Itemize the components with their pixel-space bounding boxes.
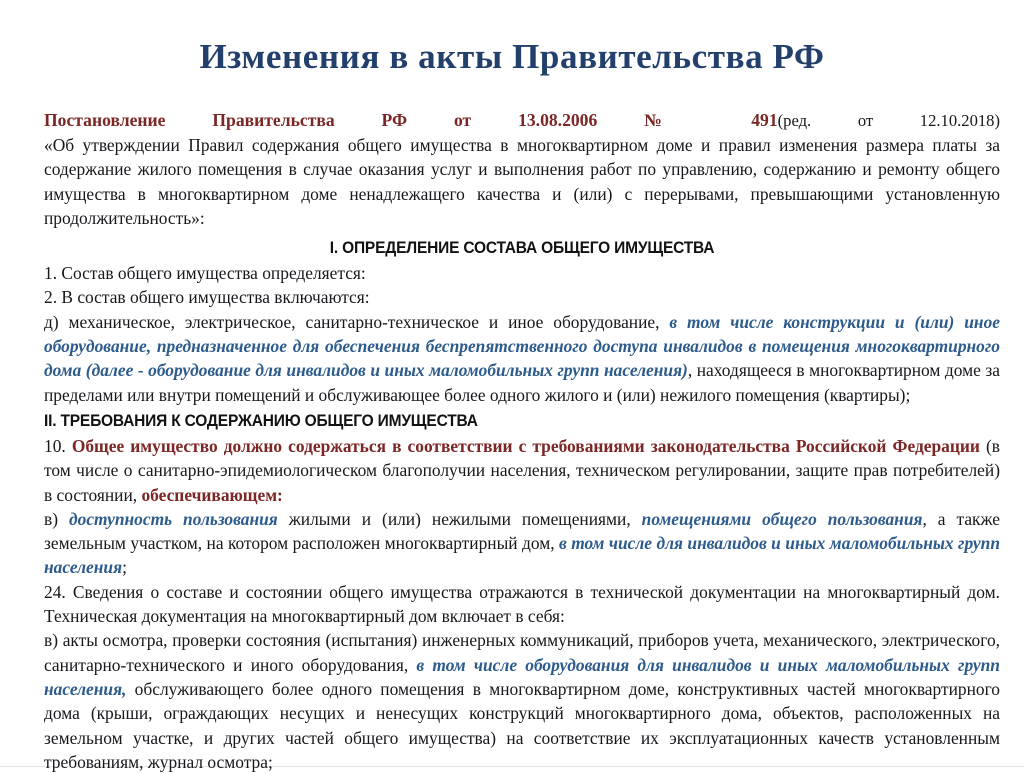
section-1-heading: I. ОПРЕДЕЛЕНИЕ СОСТАВА ОБЩЕГО ИМУЩЕСТВА	[329, 239, 715, 258]
section-1-item-1: 1. Состав общего имущества определяется:	[44, 263, 366, 284]
section-2-heading: II. ТРЕБОВАНИЯ К СОДЕРЖАНИЮ ОБЩЕГО ИМУЩЕСТВА	[44, 411, 478, 430]
decree-name: Постановление Правительства РФ от 13.08.2006 № 491	[44, 110, 778, 130]
section-2-item-v	[44, 507, 1000, 580]
page-title: Изменения в акты Правительства РФ	[199, 37, 825, 76]
section-2-item-v2	[44, 628, 1000, 774]
section-2-item-24: 24. Сведения о составе и состоянии общего имущества отражаются в технической документации на многоквартирный дом. Техническая документация на многоквартирный дом включает в себя:	[44, 581, 1000, 627]
item-v2-lead: в) акты осмотра, проверки состояния (испытания) инженерных коммуникаций, приборов учета, механического, электрического, санитарно-технического и иного оборудования,	[44, 630, 1000, 675]
item-v-middle-1: жилыми и (или) нежилыми помещениями,	[277, 508, 642, 529]
item-d-lead: д) механическое, электрическое, санитарно-техническое и иное оборудование,	[44, 311, 670, 332]
section-1-item-d	[44, 310, 1000, 407]
decree-revision: (ред. от 12.10.2018)	[777, 111, 1000, 130]
section-1-item-2: 2. В состав общего имущества включаются:	[44, 287, 370, 308]
item-d-tail: , находящееся в многоквартирном доме за пределами или внутри помещений и обслуживающее более одного жилого и (или) нежилого помещения (квартиры);	[44, 360, 1000, 405]
item-10-middle: (в том числе о санитарно-эпидемиологическом благополучии населения, техническом регулировании, защите прав потребителей) в состоянии,	[44, 435, 1000, 505]
item-v2-tail: обслуживающего более одного помещения в многоквартирном доме, конструктивных частей многоквартирного дома (крыши, ограждающих несущих и ненесущих конструкций многоквартирного дома, объектов, расположенных на земельном участке, и других частей общего имущества) на соответствие их эксплуатационных качеств установленным требованиям, журнал осмотра;	[44, 678, 1000, 772]
item-v-tail: ;	[122, 557, 127, 578]
section-2-item-10	[44, 434, 1000, 507]
item-10-number: 10.	[44, 435, 72, 456]
item-d-highlight: в том числе конструкции и (или) иное оборудование, предназначенное для обеспечения беспрепятственного доступа инвалидов в помещения многоквартирного дома (далее - оборудование для инвалидов и иных маломобильных групп населения)	[44, 311, 1000, 381]
slide-body	[44, 108, 1000, 774]
item-v-highlight-3: в том числе для инвалидов и иных маломобильных групп населения	[44, 533, 1000, 578]
item-v-middle-2: , а также земельным участком, на котором расположен многоквартирный дом,	[44, 508, 1000, 554]
decree-quoted-title: «Об утверждении Правил содержания общего имущества в многоквартирном доме и правил изменения размера платы за содержание жилого помещения в случае оказания услуг и выполнения работ по управлению, содержанию и ремонту общего имущества в многоквартирном доме ненадлежащего качества и (или) с перерывами, превышающими установленную продолжительность»:	[44, 135, 1000, 228]
item-10-highlight-2: обеспечивающем:	[141, 484, 283, 505]
item-v2-highlight: в том числе оборудования для инвалидов и иных маломобильных групп населения,	[44, 654, 1000, 699]
item-v-highlight-1: доступность пользования	[69, 508, 278, 529]
item-v-highlight-2: помещениями общего пользования	[641, 508, 923, 529]
decree-reference-line	[44, 108, 1000, 133]
item-10-highlight-1: Общее имущество должно содержаться в соответствии с требованиями законодательства Российской Федерации	[71, 435, 980, 456]
item-v-lead: в)	[44, 508, 69, 529]
